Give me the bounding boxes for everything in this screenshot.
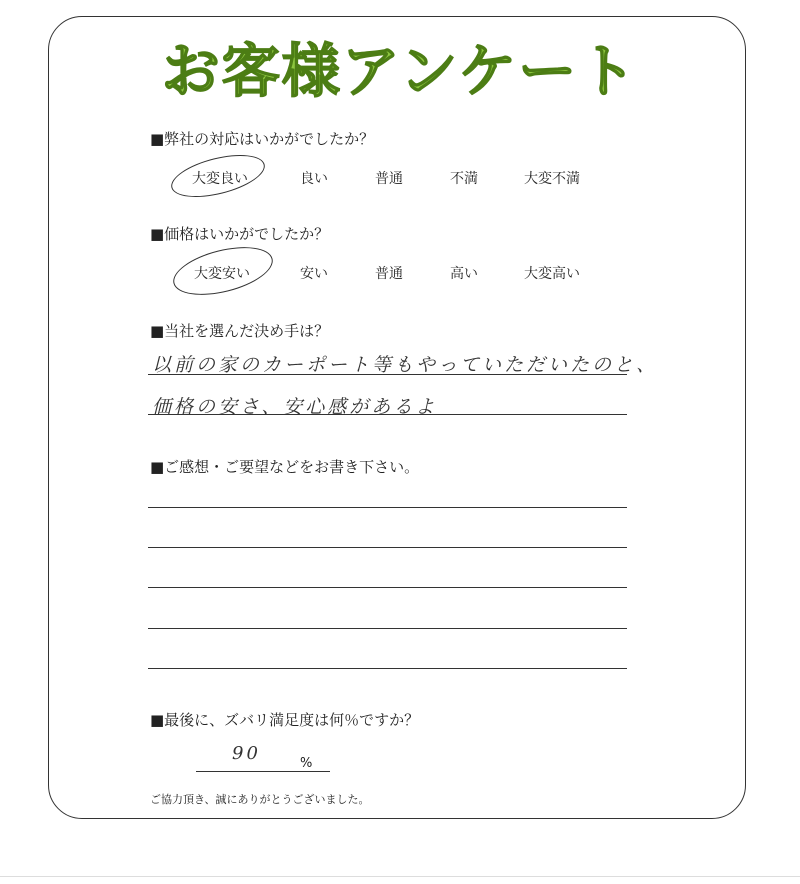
comment-line[interactable] — [148, 547, 627, 548]
survey-title: お客様アンケート — [161, 37, 639, 105]
comment-line[interactable] — [148, 628, 627, 629]
question-reason: ■当社を選んだ決め手は？ — [150, 322, 330, 340]
reason-answer-line-1: 以前の家のカーポート等もやっていただいたのと、 — [152, 354, 659, 376]
question-service: ■弊社の対応はいかがでしたか？ — [150, 130, 375, 148]
question-price: ■価格はいかがでしたか？ — [150, 225, 330, 243]
satisfaction-line[interactable] — [196, 771, 330, 772]
satisfaction-value: 90 — [232, 743, 261, 764]
option-service-good[interactable]: 良い — [300, 171, 328, 187]
answer-line — [148, 414, 627, 415]
footer-thanks: ご協力頂き、誠にありがとうございました。 — [150, 793, 370, 806]
reason-answer-line-2: 価格の安さ、安心感があるよ — [152, 396, 438, 418]
comment-line[interactable] — [148, 507, 627, 508]
option-price-expensive[interactable]: 高い — [450, 266, 478, 282]
comment-line[interactable] — [148, 587, 627, 588]
option-price-very-expensive[interactable]: 大変高い — [524, 266, 580, 282]
option-service-very-dissatisfied[interactable]: 大変不満 — [524, 171, 580, 187]
question-satisfaction: ■最後に、ズバリ満足度は何％ですか？ — [150, 711, 420, 729]
option-service-very-good[interactable]: 大変良い — [192, 171, 248, 187]
page-bottom-rule — [0, 876, 800, 877]
option-price-very-cheap[interactable]: 大変安い — [194, 266, 250, 282]
option-price-cheap[interactable]: 安い — [300, 266, 328, 282]
question-comments: ■ご感想・ご要望などをお書き下さい。 — [150, 458, 420, 476]
option-price-normal[interactable]: 普通 — [375, 266, 403, 282]
comment-line[interactable] — [148, 668, 627, 669]
percent-unit: % — [300, 756, 313, 771]
answer-line — [148, 374, 627, 375]
option-service-normal[interactable]: 普通 — [375, 171, 403, 187]
option-service-dissatisfied[interactable]: 不満 — [450, 171, 478, 187]
